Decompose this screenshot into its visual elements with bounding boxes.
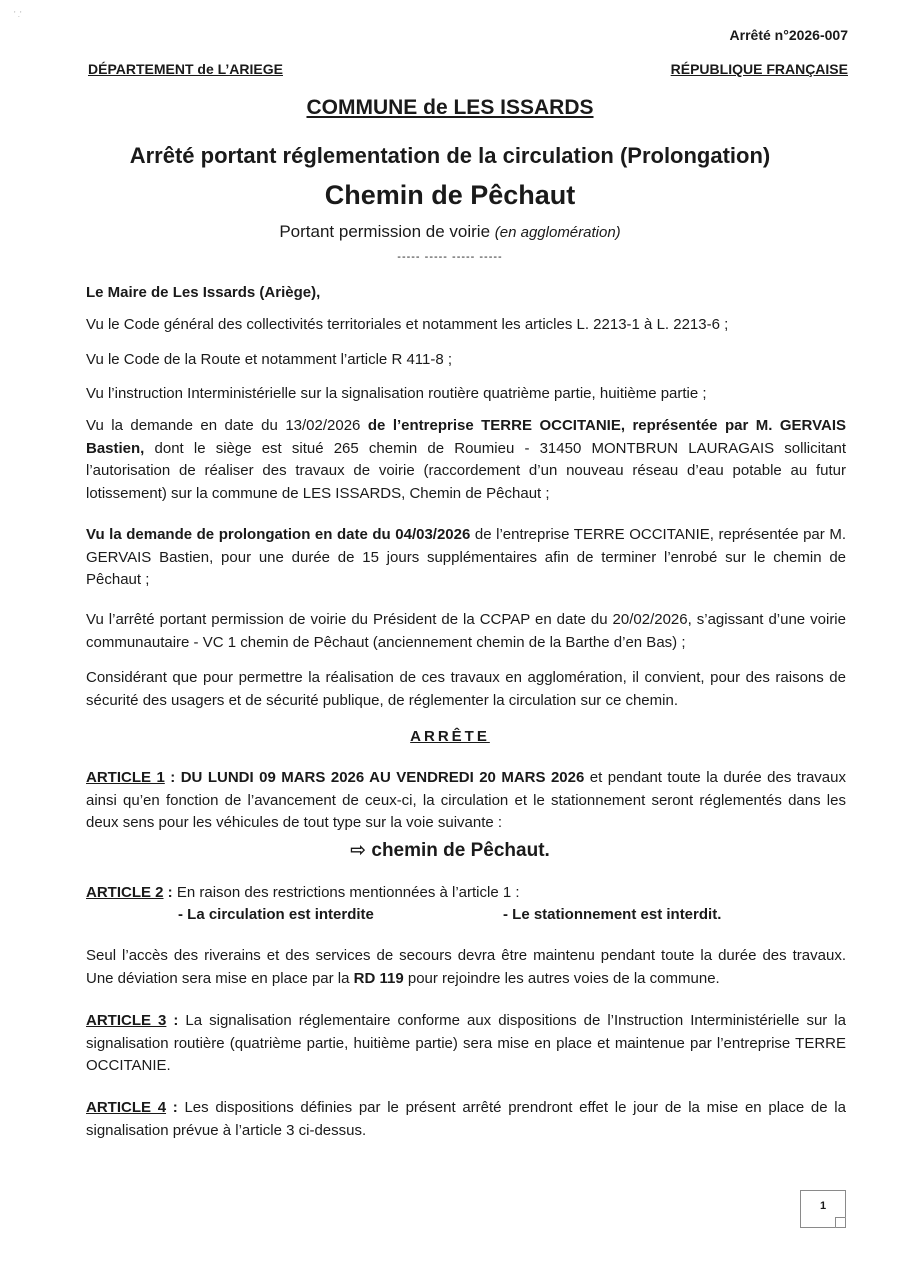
commune-heading: COMMUNE de LES ISSARDS — [306, 96, 594, 119]
restriction-traffic: - La circulation est interdite — [178, 906, 374, 923]
arrow-right-icon: ⇨ — [350, 840, 367, 861]
article-3-text: La signalisation réglementaire conforme aux dispositions de l’Instruction Interministérielle sur la signalisation routière (quatrième partie, huitième partie) sera mise en place et maintenue par l’entreprise TERRE OCCITANIE. — [86, 1012, 846, 1074]
article-3-label: ARTICLE 3 — [86, 1012, 167, 1029]
vu5-text: de l’entreprise TERRE OCCITANIE, représentée par M. GERVAIS Bastien, pour une durée de 15 jours supplémentaires afin de terminer l’enrobé sur le chemin de Pêchaut ; — [86, 526, 846, 588]
page-number: 1 — [819, 1200, 827, 1212]
department-label: DÉPARTEMENT de L’ARIEGE — [88, 61, 283, 77]
page-curl-icon — [835, 1217, 846, 1228]
restriction-parking: - Le stationnement est interdit. — [503, 906, 722, 923]
republic-label: RÉPUBLIQUE FRANÇAISE — [670, 61, 848, 77]
article-2-text: En raison des restrictions mentionnées à l’article 1 : — [176, 884, 520, 901]
decree-title: Arrêté portant réglementation de la circulation (Prolongation) — [129, 143, 771, 168]
arrete-heading: ARRÊTE — [410, 728, 490, 745]
considerant-paragraph: Considérant que pour permettre la réalisation de ces travaux en agglomération, il convient, pour des raisons de sécurité des usagers et de sécurité publique, de réglementer la circulation sur ce chemin. — [86, 669, 846, 709]
article-4-text: Les dispositions définies par le présent arrêté prendront effet le jour de la mise en place de la signalisation prévue à l’article 3 ci-dessus. — [86, 1099, 846, 1139]
affected-road — [0, 839, 900, 862]
subtitle-main: Portant permission de voirie — [279, 222, 495, 241]
article-2-label: ARTICLE 2 — [86, 884, 164, 901]
vu4-text-c: dont le siège est situé 265 chemin de Roumieu - 31450 MONTBRUN LAURAGAIS sollicitant l’autorisation de réaliser des travaux de voirie (raccordement d’un nouveau réseau d’eau potable au futur lotissement) sur la commune de LES ISSARDS, Chemin de Pêchaut ; — [86, 439, 846, 502]
vu4-text-a: Vu la demande en date du 13/02/2026 — [86, 417, 368, 434]
article-3 — [86, 1010, 846, 1078]
vu-paragraph — [86, 524, 846, 592]
vu-paragraph: Vu le Code général des collectivités territoriales et notamment les articles L. 2213-1 à L. 2213-6 ; — [86, 316, 729, 333]
article-1-label: ARTICLE 1 — [86, 769, 165, 786]
separator: ----- ----- ----- ----- — [397, 251, 503, 263]
article-separator: : — [166, 1099, 185, 1116]
mayor-line: Le Maire de Les Issards (Ariège), — [86, 284, 321, 301]
article-4-label: ARTICLE 4 — [86, 1099, 167, 1116]
affected-road-name: chemin de Pêchaut. — [366, 840, 550, 861]
access-text-a: Seul l’accès des riverains et des services de secours devra être maintenu pendant toute la durée des travaux. Une déviation sera mise en place par la — [86, 947, 846, 987]
vu5-request: Vu la demande de prolongation en date du 04/03/2026 — [86, 526, 471, 543]
article-2 — [86, 882, 846, 905]
scan-artifact: ' .' — [14, 10, 22, 19]
access-paragraph — [86, 945, 846, 990]
article-1-text: et pendant toute la durée des travaux ainsi qu’en fonction de l’avancement de ceux-ci, la circulation et le stationnement seront réglementés dans les deux sens pour les véhicules de tout type sur la voie suivante : — [86, 769, 846, 831]
article-separator: : — [166, 1012, 186, 1029]
vu4-company: de l’entreprise TERRE OCCITANIE, représentée par M. GERVAIS Bastien, — [86, 417, 847, 457]
vu-paragraph — [86, 415, 846, 505]
subtitle-italic: (en agglomération) — [494, 224, 621, 241]
decree-reference: Arrêté n°2026-007 — [729, 27, 848, 43]
vu-paragraph: Vu l’arrêté portant permission de voirie du Président de la CCPAP en date du 20/02/2026, s’agissant d’une voirie communautaire - VC 1 chemin de Pêchaut (anciennement chemin de la Barthe d’en Bas) ; — [86, 611, 846, 651]
road-name-heading: Chemin de Pêchaut — [324, 180, 576, 210]
article-1-dates: DU LUNDI 09 MARS 2026 AU VENDREDI 20 MARS 2026 — [180, 769, 585, 786]
vu-paragraph: Vu l’instruction Interministérielle sur la signalisation routière quatrième partie, huitième partie ; — [86, 385, 707, 402]
article-4 — [86, 1097, 846, 1142]
decree-subtitle — [0, 222, 900, 242]
article-separator: : — [163, 884, 177, 901]
deviation-road: RD 119 — [353, 969, 404, 987]
article-separator: : — [164, 769, 181, 786]
page-number-box — [800, 1190, 846, 1228]
article-1 — [86, 767, 846, 835]
vu-paragraph: Vu le Code de la Route et notamment l’article R 411-8 ; — [86, 351, 453, 368]
access-text-c: pour rejoindre les autres voies de la commune. — [403, 969, 720, 987]
